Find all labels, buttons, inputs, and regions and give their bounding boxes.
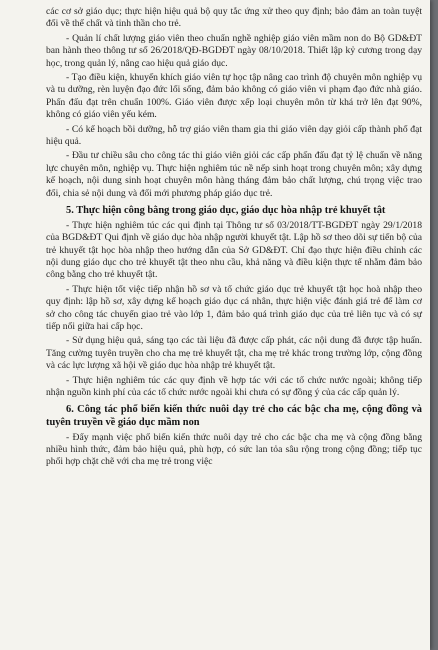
paragraph: - Đầu tư chiều sâu cho công tác thi giáo viên giỏi các cấp phấn đấu đạt tỷ lệ chuẩn về năng lực chuyên môn, nghiệp vụ. Thực hiện nghiêm túc nề nếp sinh hoạt trong chuyên môn; xây dựng kế hoạch, nội dung sinh hoạt chuyên môn hàng tháng đảm bảo chất lượng, chú trọng việc trao đổi, chia sẻ nội dung và đổi mới phương pháp giáo dục trẻ.: [46, 150, 422, 199]
paragraph: - Thực hiện tốt việc tiếp nhận hồ sơ và tổ chức giáo dục trẻ khuyết tật học hoà nhập theo quy định: lập hồ sơ, xây dựng kế hoạch giáo dục cá nhân, thực hiện việc đánh giá trẻ để làm cơ sở cho công tác chuyển giao trẻ vào lớp 1, đảm bảo quá trình giáo dục của trẻ liên tục và có sự tiếp nối giữa hai cấp học.: [46, 283, 422, 332]
document-body: [46, 6, 422, 471]
section-heading-6: 6. Công tác phổ biến kiến thức nuôi dạy trẻ cho các bậc cha mẹ, cộng đồng và tuyên truyền về giáo dục mầm non: [46, 404, 422, 428]
paragraph: - Thực hiện nghiêm túc các qui định tại Thông tư số 03/2018/TT-BGDĐT ngày 29/1/2018 của BGD&ĐT Qui định về giáo dục hòa nhập người khuyết tật. Lập hồ sơ theo dõi sự tiến bộ của trẻ khuyết tật học hòa nhập theo hướng dẫn của Sở GD&ĐT. Chỉ đạo thực hiện điều chỉnh các nội dung giáo dục cho trẻ khuyết tật theo nhu cầu, khả năng và điều kiện thực tế nhằm đảm bảo công bằng cho trẻ khuyết tật.: [46, 219, 422, 281]
paragraph: - Sử dụng hiệu quả, sáng tạo các tài liệu đã được cấp phát, các nội dung đã được tập huấn. Tăng cường tuyên truyền cho cha mẹ trẻ khuyết tật, cha mẹ trẻ khác trong trường lớp, cộng đồng và các lực lượng xã hội về giáo dục hòa nhập trẻ khuyết tật.: [46, 335, 422, 372]
paragraph: - Đẩy mạnh việc phổ biến kiến thức nuôi dạy trẻ cho các bậc cha mẹ và cộng đồng bằng nhiều hình thức, đảm bảo hiệu quả, phù hợp, có sức lan tỏa sâu rộng trong cộng đồng; tiếp tục phối hợp chặt chẽ với cha mẹ trẻ trong việc: [46, 431, 422, 468]
paragraph: - Tạo điều kiện, khuyến khích giáo viên tự học tập nâng cao trình độ chuyên môn nghiệp vụ và tu dưỡng, rèn luyện đạo đức lối sống, đảm bảo không có giáo viên vi phạm đạo đức nhà giáo. Phấn đấu đạt trên chuẩn 100%. Giáo viên được xếp loại chuyên môn từ khá trở lên đạt 90%, không có giáo viên yếu kém.: [46, 72, 422, 121]
paragraph: - Có kế hoạch bồi dưỡng, hỗ trợ giáo viên tham gia thi giáo viên dạy giỏi cấp thành phố đạt hiệu quả.: [46, 123, 422, 148]
section-heading-5: 5. Thực hiện công bằng trong giáo dục, giáo dục hòa nhập trẻ khuyết tật: [66, 205, 386, 217]
paragraph: các cơ sở giáo dục; thực hiện hiệu quả bộ quy tắc ứng xử theo quy định; bảo đảm an toàn tuyệt đối về thể chất và tinh thần cho trẻ.: [46, 6, 422, 30]
paragraph: - Thực hiện nghiêm túc các quy định về hợp tác với các tổ chức nước ngoài; không tiếp nhận nguồn kinh phí của các tổ chức nước ngoài khi chưa có sự đồng ý của các cấp quản lý.: [46, 374, 422, 398]
paragraph: - Quản lí chất lượng giáo viên theo chuẩn nghề nghiệp giáo viên mầm non do Bộ GD&ĐT ban hành theo thông tư số 26/2018/QĐ-BGDĐT ngày 08/10/2018. Thiết lập kỷ cương trong dạy học, trong quản lý, nâng cao hiệu quả giáo dục.: [46, 32, 422, 69]
